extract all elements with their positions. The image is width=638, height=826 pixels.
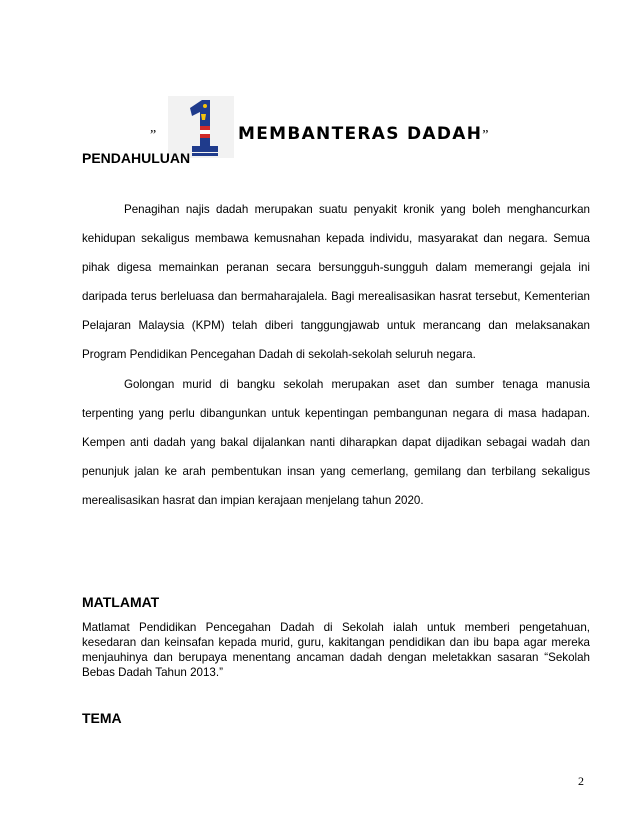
title-open-quote: ” bbox=[150, 128, 157, 143]
heading-matlamat: MATLAMAT bbox=[82, 594, 160, 610]
pendahuluan-body bbox=[82, 195, 590, 515]
document-title bbox=[238, 124, 489, 144]
heading-tema: TEMA bbox=[82, 710, 122, 726]
page-number: 2 bbox=[578, 774, 584, 788]
title-text: MEMBANTERAS DADAH bbox=[238, 124, 483, 144]
pendahuluan-paragraph-1: Penagihan najis dadah merupakan suatu penyakit kronik yang boleh menghancurkan kehidupan sekaligus membawa kemusnahan kepada individu, masyarakat dan negara. Semua pihak digesa memainkan peranan secara bersungguh-sungguh dalam memerangi gejala ini daripada terus berleluasa dan bermaharajalela. Bagi merealisasikan hasrat tersebut, Kementerian Pelajaran Malaysia (KPM) telah diberi tanggungjawab untuk merancang dan melaksanakan Program Pendidikan Pencegahan Dadah di sekolah-sekolah seluruh negara. bbox=[82, 203, 590, 362]
matlamat-body bbox=[82, 620, 590, 680]
title-close-quote: ” bbox=[482, 128, 489, 143]
pendahuluan-paragraph-2: Golongan murid di bangku sekolah merupakan aset dan sumber tenaga manusia terpenting yang perlu dibangunkan untuk kepentingan pembangunan negara di masa hadapan. Kempen anti dadah yang bakal dijalankan nanti diharapkan dapat dijadikan sebagai wadah dan penunjuk jalan ke arah pembentukan insan yang cemerlang, gemilang dan terbilang sekaligus merealisasikan hasrat dan impian kerajaan menjelang tahun 2020. bbox=[82, 377, 590, 507]
heading-pendahuluan: PENDAHULUAN bbox=[82, 150, 191, 166]
1malaysia-logo-icon bbox=[168, 96, 234, 158]
matlamat-paragraph: Matlamat Pendidikan Pencegahan Dadah di Sekolah ialah untuk memberi pengetahuan, kesedaran dan keinsafan kepada murid, guru, kakitangan pendidikan dan ibu bapa agar mereka menjauhinya dan berupaya menentang ancaman dadah dengan meletakkan sasaran “Sekolah Bebas Dadah Tahun 2013.” bbox=[82, 621, 590, 679]
